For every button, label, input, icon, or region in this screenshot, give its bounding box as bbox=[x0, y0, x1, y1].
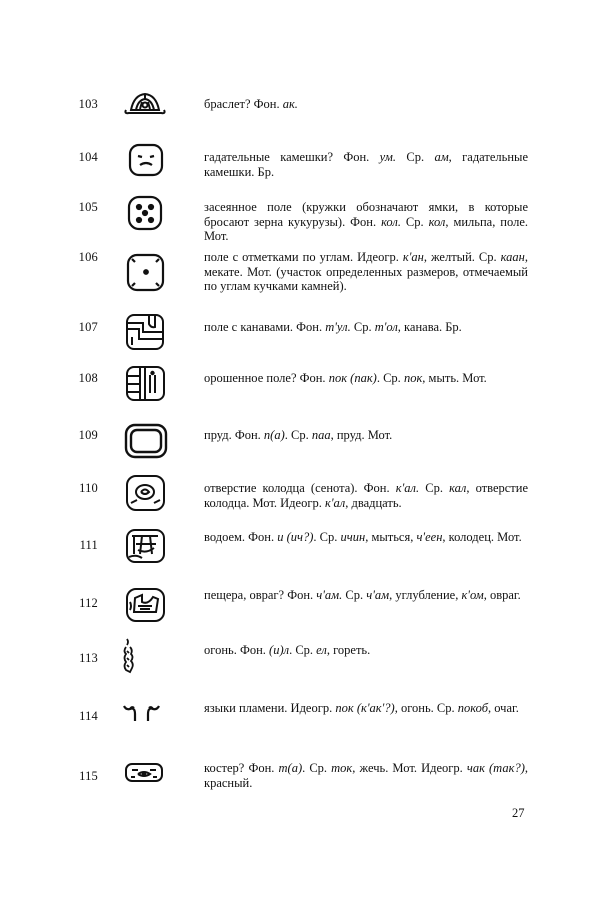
sown-field-glyph bbox=[120, 195, 170, 239]
entry-description: засеянное поле (кружки обозначают ямки, в которые бросают зерна кукурузы). Фон. кол. Ср. кол, мильпа, поле. Мот. bbox=[204, 200, 528, 243]
entry-number: 110 bbox=[79, 481, 98, 495]
pond-glyph bbox=[120, 422, 170, 466]
italic-term: кол bbox=[428, 214, 446, 229]
bracelet-glyph bbox=[120, 83, 170, 127]
italic-term: т'ол bbox=[374, 320, 398, 334]
italic-term: т(а) bbox=[278, 761, 303, 775]
entry-number: 108 bbox=[78, 371, 98, 385]
entry-number: 114 bbox=[79, 709, 98, 723]
italic-term: кал bbox=[449, 481, 467, 495]
italic-term: ток bbox=[331, 761, 353, 775]
italic-term: ичин bbox=[340, 530, 366, 544]
italic-term: ел bbox=[316, 643, 327, 657]
italic-term: ак. bbox=[282, 97, 298, 111]
entry-description: поле с канавами. Фон. т'ул. Ср. т'ол, канава. Бр. bbox=[204, 320, 462, 334]
bonfire-glyph bbox=[120, 755, 170, 799]
entry-number: 112 bbox=[79, 596, 98, 610]
italic-term: паа bbox=[311, 428, 331, 442]
italic-term: п(а) bbox=[263, 428, 285, 442]
entry-description: орошенное поле? Фон. пок (пак). Ср. пок, мыть. Мот. bbox=[204, 371, 487, 385]
entry-number: 105 bbox=[78, 200, 98, 214]
reservoir-glyph bbox=[120, 524, 170, 568]
entry-description: огонь. Фон. (и)л. Ср. ел, гореть. bbox=[204, 643, 371, 657]
italic-term: покоб bbox=[457, 701, 488, 715]
well-opening-glyph bbox=[120, 473, 170, 517]
entry-description: браслет? Фон. ак. bbox=[204, 97, 298, 111]
canal-field-glyph bbox=[120, 312, 170, 356]
italic-term: к'ал bbox=[324, 495, 346, 510]
entry-description: поле с отметками по углам. Идеогр. к'ан, желтый. Ср. каан, мекате. Мот. (участок определенных размеров, отмечаемый по углам кучками камней). bbox=[204, 250, 528, 293]
italic-term: каан bbox=[500, 250, 525, 264]
italic-term: чак (так?) bbox=[466, 761, 525, 775]
entry-number: 109 bbox=[78, 428, 98, 442]
italic-term: к'ом bbox=[461, 588, 484, 602]
divination-stones-glyph bbox=[120, 140, 170, 184]
entry-number: 104 bbox=[78, 150, 98, 164]
page-number: 27 bbox=[512, 806, 525, 820]
marked-field-glyph bbox=[120, 252, 170, 296]
italic-term: ч'ам. bbox=[316, 588, 343, 602]
entry-description: языки пламени. Идеогр. пок (к'ак'?), огонь. Ср. покоб, очаг. bbox=[204, 701, 519, 715]
italic-term: ч'ам bbox=[366, 588, 390, 602]
italic-term: (и)л bbox=[269, 643, 290, 657]
italic-term: пок (пак) bbox=[328, 371, 377, 385]
italic-term: к'ан bbox=[402, 250, 424, 264]
cave-glyph bbox=[120, 584, 170, 628]
italic-term: ам bbox=[434, 150, 449, 164]
entry-number: 107 bbox=[78, 320, 98, 334]
italic-term: кол. bbox=[381, 214, 401, 229]
entry-description: водоем. Фон. и (ич?). Ср. ичин, мыться, ч'еен, колодец. Мот. bbox=[204, 530, 522, 544]
entry-description: отверстие колодца (сенота). Фон. к'ал. Ср. кал, отверстие колодца. Мот. Идеогр. к'ал, двадцать. bbox=[204, 481, 528, 510]
italic-term: пок bbox=[403, 371, 423, 385]
italic-term: к'ал. bbox=[395, 481, 420, 495]
entry-number: 103 bbox=[78, 97, 98, 111]
italic-term: ч'еен bbox=[416, 530, 443, 544]
irrigated-field-glyph bbox=[120, 365, 170, 409]
entry-number: 113 bbox=[79, 651, 98, 665]
entry-number: 115 bbox=[79, 769, 98, 783]
entry-description: пруд. Фон. п(а). Ср. паа, пруд. Мот. bbox=[204, 428, 393, 442]
fire-glyph bbox=[120, 637, 170, 681]
entry-description: гадательные камешки? Фон. ум. Ср. ам, гадательные камешки. Бр. bbox=[204, 150, 528, 179]
entry-number: 111 bbox=[79, 538, 98, 552]
italic-term: и (ич?) bbox=[277, 530, 314, 544]
italic-term: пок (к'ак'?) bbox=[335, 701, 395, 715]
entry-number: 106 bbox=[78, 250, 98, 264]
entry-description: пещера, овраг? Фон. ч'ам. Ср. ч'ам, углубление, к'ом, овраг. bbox=[204, 588, 521, 602]
flames-glyph bbox=[120, 694, 170, 738]
italic-term: т'ул. bbox=[325, 320, 351, 334]
italic-term: ум. bbox=[379, 150, 397, 164]
entry-description: костер? Фон. т(а). Ср. ток, жечь. Мот. Идеогр. чак (так?), красный. bbox=[204, 761, 528, 790]
